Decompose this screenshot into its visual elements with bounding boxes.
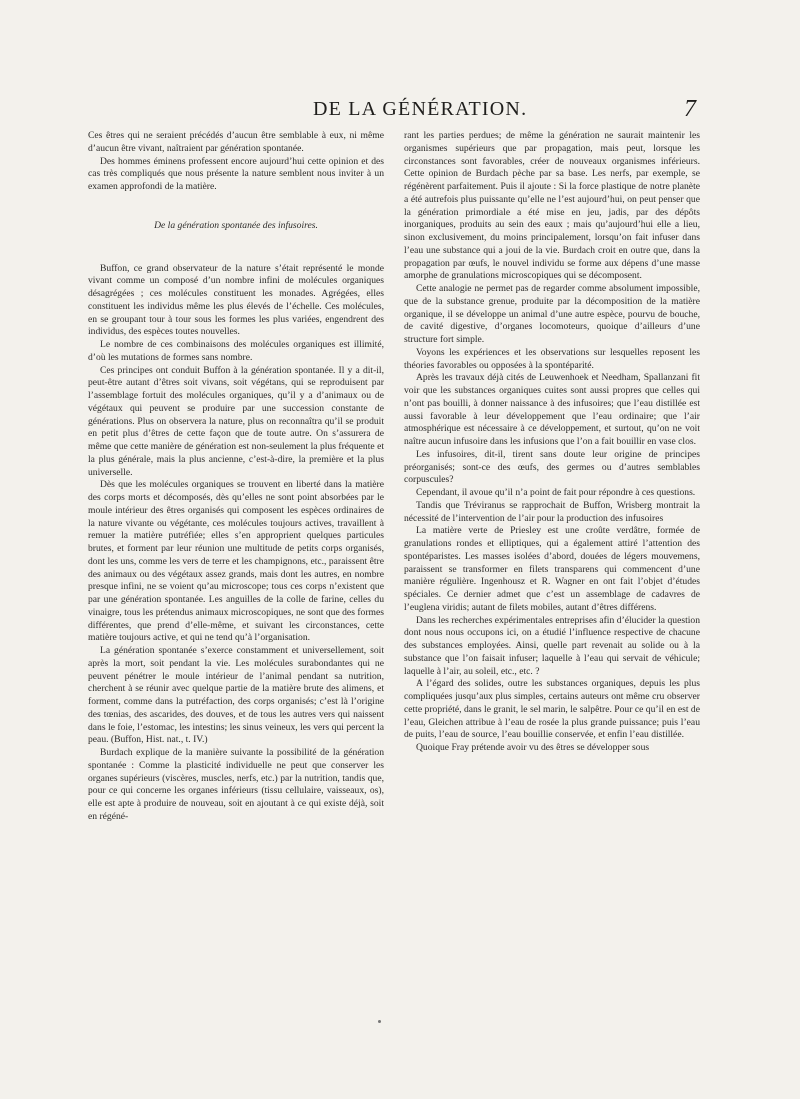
paragraph: Après les travaux déjà cités de Leuwenhoek et Needham, Spallanzani fit voir que les substances organiques cuites sont aussi propres que celles qui n’ont pas bouilli, à donner naissance à des infusoires; que l’eau distillée est aussi favorable à leur développement que l’eau ordinaire; que l’air atmosphérique est nécessaire à ce développement, et surtout, qu’on ne voit naître aucun infusoire dans les infusions que l’on a fait bouillir en vase clos.	[404, 372, 700, 447]
page-number: 7	[684, 96, 696, 122]
paragraph: Des hommes éminens professent encore aujourd’hui cette opinion et des cas très compliqués que nous présente la nature semblent nous inviter à un examen approfondi de la matière.	[88, 155, 384, 192]
running-head	[0, 98, 800, 128]
section-heading: De la génération spontanée des infusoires.	[154, 219, 318, 231]
paragraph: Ces principes ont conduit Buffon à la génération spontanée. Il y a dit-il, peut-être autant d’êtres soit vivans, soit végétans, qui se reproduisent par l’assemblage fortuit des molécules organiques, qu’il y a d’animaux ou de végétaux qui peuvent se produire par une succession constante de générations. Plus on observera la nature, plus on reconnaîtra qu’il se produit en petit plus d’êtres de cette façon que de toute autre. On s’assurera de même que cette manière de génération est non-seulement la plus fréquente et la plus générale, mais la plus ancienne, c’est-à-dire, la première et la plus universelle.	[88, 364, 384, 478]
paragraph: Cependant, il avoue qu’il n’a point de fait pour répondre à ces questions.	[416, 487, 696, 498]
paragraph: La matière verte de Priesley est une croûte verdâtre, formée de granulations rondes et elliptiques, qui a également attiré l’attention des spontéparistes. Les masses isolées d’abord, douées de légers mouvemens, paraissent se transformer en filets transparens qui commencent d’une manière régulière. Ingenhousz et R. Wagner en ont fait l’objet d’études spéciales. Ce dernier admet que c’est un assemblage de cadavres de l’euglena viridis; autant de filets mobiles, autant d’êtres différens.	[404, 525, 700, 613]
paragraph: Burdach explique de la manière suivante la possibilité de la génération spontanée : Comme la plasticité individuelle ne peut que conserver les organes supérieurs (viscères, muscles, nerfs, etc.) par la nutrition, tandis que, pour ce qui concerne les organes inférieurs (tissu cellulaire, vaisseaux, os), elle est apte à produire de nouveau, soit en ajoutant à ce qui existe déjà, soit en régéné-	[88, 747, 384, 822]
paragraph: Le nombre de ces combinaisons des molécules organiques est illimité, d’où les mutations de formes sans nombre.	[88, 339, 384, 363]
paragraph: Dès que les molécules organiques se trouvent en liberté dans la matière des corps morts et décomposés, dès qu’elles ne sont point absorbées par le moule intérieur des êtres organisés qui composent les espèces ordinaires de la nature vivante ou végétante, ces molécules toujours actives, travaillent à remuer la matière putréfiée; elles s’en approprient quelques particules brutes, et forment par leur réunion une multitude de petits corps organisés, dont les uns, comme les vers de terre et les champignons, etc., paraissent être des animaux ou des végétaux assez grands, mais dont les autres, en nombre presque infini, ne se voient qu’au microscope; tous ces corps n’existent que par une génération spontanée. Les anguilles de la colle de farine, celles du vinaigre, tous les prétendus animaux microscopiques, ne sont que des formes différentes, que prend d’elle-même, et suivant les circonstances, cette matière toujours active, et qui ne tend qu’à l’organisation.	[88, 479, 384, 644]
paper-speck	[378, 1020, 381, 1023]
running-title: DE LA GÉNÉRATION.	[313, 98, 528, 120]
paragraph: La génération spontanée s’exerce constamment et universellement, soit après la mort, soit pendant la vie. Les molécules surabondantes qui ne peuvent pénétrer le moule intérieur de l’animal pendant sa nutrition, cherchent à se réunir avec quelque partie de la matière brute des alimens, et forment, comme dans la putréfaction, des corps organisés; c’est là l’origine des tœnias, des ascarides, des douves, et de tous les autres vers qui naissent dans le foie, l’estomac, les intestins; les sinus veineux, les vers qui percent la peau. (Buffon, Hist. nat., t. IV.)	[88, 645, 384, 746]
left-column	[88, 130, 384, 824]
paragraph: A l’égard des solides, outre les substances organiques, depuis les plus compliquées jusqu’aux plus simples, certains auteurs ont même cru observer cette propriété, dans le granit, le sel marin, le salpêtre. Pour ce qu’il en est de l’eau, Gleichen attribue à l’eau de rosée la plus grande puissance; puis l’eau de puits, l’eau de source, l’eau bouillie conservée, et enfin l’eau distillée.	[404, 678, 700, 741]
paragraph: Tandis que Tréviranus se rapprochait de Buffon, Wrisberg montrait la nécessité de l’intervention de l’air pour la production des infusoires	[404, 499, 700, 524]
paragraph: Cette analogie ne permet pas de regarder comme absolument impossible, que de la substance grenue, produite par la décomposition de la matière organique, il se développe un animal d’une autre espèce, pourvu de bouche, de cavité digestive, d’organes locomoteurs, quoique d’ailleurs d’une structure fort simple.	[404, 283, 700, 345]
paragraph: Buffon, ce grand observateur de la nature s’était représenté le monde vivant comme un composé d’un nombre infini de molécules organiques désagrégées ; ces molécules constituent les monades. Agrégées, elles constituent les individus même les plus élevés de l’échelle. Ces molécules, en se groupant tour à tour sous les formes les plus variées, engendrent des individus, des espèces toutes nouvelles.	[88, 262, 384, 338]
paragraph: Ces êtres qui ne seraient précédés d’aucun être semblable à eux, ni même d’aucun être vivant, naîtraient par génération spontanée.	[88, 130, 384, 154]
right-column	[404, 130, 700, 755]
paragraph: Dans les recherches expérimentales entreprises afin d’élucider la question dont nous nous occupons ici, on a étudié l’influence respective de chacune des substances employées. Ainsi, quelle part revenait au solide ou à la substance que l’on faisait infuser; laquelle à l’eau qui servait de véhicule; laquelle à l’air, au soleil, etc., etc. ?	[404, 614, 700, 677]
paragraph: rant les parties perdues; de même la génération ne saurait maintenir les organismes supérieurs que par propagation, mais peut, lorsque les circonstances sont favorables, créer de nouveaux organismes inférieurs. Cette opinion de Burdach pèche par sa base. Les nerfs, par exemple, se régénèrent parfaitement. Puis il ajoute : Si la force plastique de notre planète a été autrefois plus puissante qu’elle ne l’est aujourd’hui, on peut penser que la génération primordiale a été mise en jeu, jadis, par des dépôts inorganiques, produits au sein des eaux ; mais qu’aujourd’hui elle a lieu, sinon exclusivement, du moins principalement, lorsqu’on fait infuser dans l’eau une substance qui a joui de la vie. Burdach croit en outre que, dans la propagation par œufs, le nouvel individu se forme aux dépens d’une masse amorphe de granulations microscopiques qui se décomposent.	[404, 130, 700, 282]
paragraph: Voyons les expériences et les observations sur lesquelles reposent les théories favorables ou opposées à la spontéparité.	[404, 346, 700, 371]
paragraph: Les infusoires, dit-il, tirent sans doute leur origine de principes préorganisés; sont-ce des œufs, des germes ou d’autres semblables corpuscules?	[404, 448, 700, 486]
paragraph: Quoique Fray prétende avoir vu des êtres se développer sous	[416, 742, 650, 753]
